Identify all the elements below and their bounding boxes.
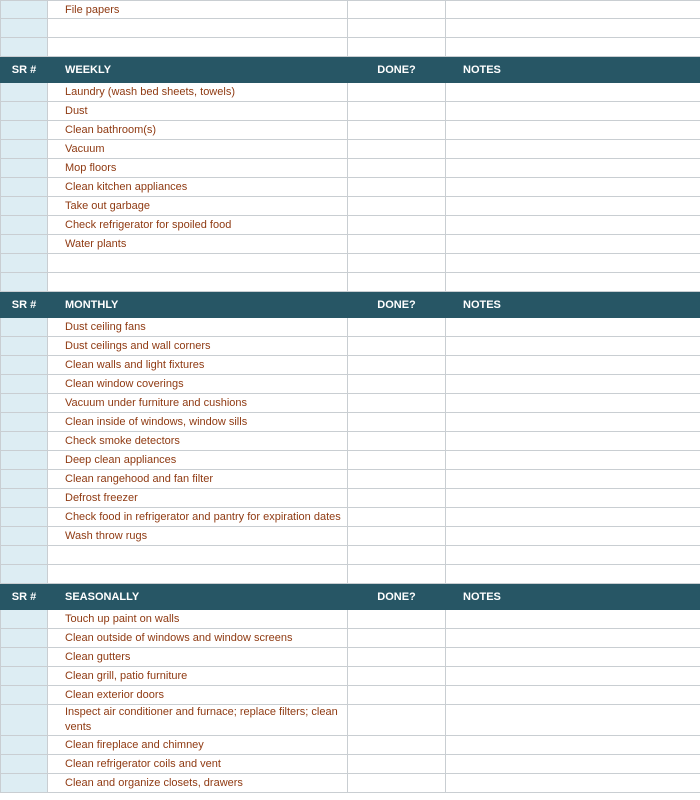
done-cell[interactable] — [348, 508, 446, 527]
task-cell: Dust ceilings and wall corners — [48, 337, 348, 356]
table-row — [1, 318, 700, 337]
done-cell[interactable] — [348, 413, 446, 432]
notes-cell[interactable] — [446, 235, 700, 254]
notes-cell[interactable] — [446, 1, 700, 19]
sr-cell[interactable] — [1, 705, 48, 736]
done-cell[interactable] — [348, 254, 446, 273]
table-row — [1, 375, 700, 394]
done-cell[interactable] — [348, 197, 446, 216]
done-cell[interactable] — [348, 546, 446, 565]
task-cell: Take out garbage — [48, 197, 348, 216]
done-cell[interactable] — [348, 216, 446, 235]
sr-cell[interactable] — [1, 394, 48, 413]
task-cell: Laundry (wash bed sheets, towels) — [48, 83, 348, 102]
table-row — [1, 38, 700, 57]
notes-header: NOTES — [446, 292, 700, 318]
done-cell[interactable] — [348, 337, 446, 356]
notes-cell[interactable] — [446, 774, 700, 793]
table-row — [1, 337, 700, 356]
sr-cell[interactable] — [1, 273, 48, 292]
sr-cell[interactable] — [1, 546, 48, 565]
table-row — [1, 508, 700, 527]
task-cell: Water plants — [48, 235, 348, 254]
notes-cell[interactable] — [446, 432, 700, 451]
section-header-seasonally — [1, 584, 700, 610]
done-cell[interactable] — [348, 178, 446, 197]
sr-cell[interactable] — [1, 565, 48, 584]
notes-cell[interactable] — [446, 527, 700, 546]
notes-cell[interactable] — [446, 140, 700, 159]
table-row — [1, 527, 700, 546]
sr-cell[interactable] — [1, 648, 48, 667]
notes-cell[interactable] — [446, 19, 700, 38]
sr-cell[interactable] — [1, 667, 48, 686]
sr-cell[interactable] — [1, 755, 48, 774]
task-cell[interactable] — [48, 565, 348, 584]
task-cell: Check food in refrigerator and pantry for expiration dates — [48, 508, 348, 527]
section-title: SEASONALLY — [48, 584, 348, 610]
task-cell: Clean kitchen appliances — [48, 178, 348, 197]
table-row — [1, 451, 700, 470]
notes-cell[interactable] — [446, 318, 700, 337]
sr-cell[interactable] — [1, 337, 48, 356]
task-cell: Vacuum — [48, 140, 348, 159]
done-cell[interactable] — [348, 489, 446, 508]
done-cell[interactable] — [348, 121, 446, 140]
sr-cell[interactable] — [1, 508, 48, 527]
table-row — [1, 413, 700, 432]
sr-cell[interactable] — [1, 413, 48, 432]
sr-cell[interactable] — [1, 254, 48, 273]
sr-cell[interactable] — [1, 356, 48, 375]
done-cell[interactable] — [348, 19, 446, 38]
table-row — [1, 1, 700, 19]
sr-cell[interactable] — [1, 489, 48, 508]
notes-cell[interactable] — [446, 451, 700, 470]
sr-cell[interactable] — [1, 774, 48, 793]
notes-cell[interactable] — [446, 337, 700, 356]
task-cell: Touch up paint on walls — [48, 610, 348, 629]
task-cell: Inspect air conditioner and furnace; replace filters; clean vents — [48, 705, 348, 736]
notes-cell[interactable] — [446, 489, 700, 508]
sr-cell[interactable] — [1, 38, 48, 57]
sr-cell[interactable] — [1, 235, 48, 254]
done-header: DONE? — [348, 292, 446, 318]
table-row — [1, 629, 700, 648]
done-cell[interactable] — [348, 1, 446, 19]
sr-cell[interactable] — [1, 470, 48, 489]
done-cell[interactable] — [348, 394, 446, 413]
sr-cell[interactable] — [1, 629, 48, 648]
table-row — [1, 705, 700, 736]
done-cell[interactable] — [348, 38, 446, 57]
task-cell: Clean and organize closets, drawers — [48, 774, 348, 793]
task-cell: Vacuum under furniture and cushions — [48, 394, 348, 413]
table-row — [1, 394, 700, 413]
notes-cell[interactable] — [446, 102, 700, 121]
done-cell[interactable] — [348, 565, 446, 584]
task-cell: Clean walls and light fixtures — [48, 356, 348, 375]
table-row — [1, 686, 700, 705]
table-row — [1, 273, 700, 292]
table-row — [1, 755, 700, 774]
task-cell[interactable] — [48, 19, 348, 38]
sr-cell[interactable] — [1, 318, 48, 337]
task-cell[interactable] — [48, 546, 348, 565]
task-cell: Clean inside of windows, window sills — [48, 413, 348, 432]
done-cell[interactable] — [348, 774, 446, 793]
done-cell[interactable] — [348, 736, 446, 755]
table-row — [1, 774, 700, 793]
done-cell[interactable] — [348, 432, 446, 451]
notes-cell[interactable] — [446, 356, 700, 375]
task-cell: Clean gutters — [48, 648, 348, 667]
task-cell: Defrost freezer — [48, 489, 348, 508]
done-cell[interactable] — [348, 686, 446, 705]
table-row — [1, 159, 700, 178]
done-cell[interactable] — [348, 610, 446, 629]
task-cell: Clean rangehood and fan filter — [48, 470, 348, 489]
notes-cell[interactable] — [446, 470, 700, 489]
sr-cell[interactable] — [1, 375, 48, 394]
sr-cell[interactable] — [1, 19, 48, 38]
done-cell[interactable] — [348, 235, 446, 254]
notes-cell[interactable] — [446, 648, 700, 667]
done-cell[interactable] — [348, 451, 446, 470]
task-cell: Clean refrigerator coils and vent — [48, 755, 348, 774]
task-cell[interactable] — [48, 254, 348, 273]
table-row — [1, 648, 700, 667]
notes-cell[interactable] — [446, 197, 700, 216]
task-cell: Deep clean appliances — [48, 451, 348, 470]
notes-cell[interactable] — [446, 83, 700, 102]
notes-cell[interactable] — [446, 705, 700, 736]
notes-cell[interactable] — [446, 629, 700, 648]
table-row — [1, 254, 700, 273]
table-row — [1, 610, 700, 629]
table-row — [1, 667, 700, 686]
table-row — [1, 197, 700, 216]
done-cell[interactable] — [348, 470, 446, 489]
sr-header: SR # — [1, 584, 48, 610]
notes-cell[interactable] — [446, 546, 700, 565]
table-row — [1, 432, 700, 451]
notes-cell[interactable] — [446, 508, 700, 527]
sr-cell[interactable] — [1, 1, 48, 19]
notes-cell[interactable] — [446, 216, 700, 235]
task-cell: File papers — [48, 1, 348, 19]
task-cell: Clean grill, patio furniture — [48, 667, 348, 686]
task-cell: Dust ceiling fans — [48, 318, 348, 337]
notes-cell[interactable] — [446, 178, 700, 197]
table-row — [1, 83, 700, 102]
task-cell: Clean fireplace and chimney — [48, 736, 348, 755]
done-cell[interactable] — [348, 648, 446, 667]
notes-cell[interactable] — [446, 565, 700, 584]
section-header-weekly — [1, 57, 700, 83]
notes-header: NOTES — [446, 584, 700, 610]
done-cell[interactable] — [348, 629, 446, 648]
table-row — [1, 121, 700, 140]
table-row — [1, 102, 700, 121]
section-header-monthly — [1, 292, 700, 318]
notes-cell[interactable] — [446, 159, 700, 178]
notes-header: NOTES — [446, 57, 700, 83]
done-cell[interactable] — [348, 356, 446, 375]
notes-cell[interactable] — [446, 273, 700, 292]
task-cell: Clean exterior doors — [48, 686, 348, 705]
table-row — [1, 736, 700, 755]
table-row — [1, 178, 700, 197]
sr-cell[interactable] — [1, 178, 48, 197]
notes-cell[interactable] — [446, 413, 700, 432]
task-cell: Clean bathroom(s) — [48, 121, 348, 140]
notes-cell[interactable] — [446, 254, 700, 273]
task-cell: Wash throw rugs — [48, 527, 348, 546]
done-cell[interactable] — [348, 755, 446, 774]
notes-cell[interactable] — [446, 375, 700, 394]
done-cell[interactable] — [348, 527, 446, 546]
section-title: WEEKLY — [48, 57, 348, 83]
task-cell: Clean window coverings — [48, 375, 348, 394]
done-cell[interactable] — [348, 102, 446, 121]
done-cell[interactable] — [348, 83, 446, 102]
section-title: MONTHLY — [48, 292, 348, 318]
sr-cell[interactable] — [1, 451, 48, 470]
done-header: DONE? — [348, 57, 446, 83]
done-cell[interactable] — [348, 273, 446, 292]
sr-cell[interactable] — [1, 102, 48, 121]
sr-cell[interactable] — [1, 159, 48, 178]
sr-cell[interactable] — [1, 197, 48, 216]
notes-cell[interactable] — [446, 394, 700, 413]
table-row — [1, 235, 700, 254]
notes-cell[interactable] — [446, 38, 700, 57]
done-cell[interactable] — [348, 159, 446, 178]
sr-cell[interactable] — [1, 736, 48, 755]
table-row — [1, 19, 700, 38]
task-cell: Clean outside of windows and window screens — [48, 629, 348, 648]
table-row — [1, 470, 700, 489]
sr-cell[interactable] — [1, 432, 48, 451]
notes-cell[interactable] — [446, 121, 700, 140]
task-cell[interactable] — [48, 38, 348, 57]
done-cell[interactable] — [348, 318, 446, 337]
sr-cell[interactable] — [1, 216, 48, 235]
task-cell: Check smoke detectors — [48, 432, 348, 451]
sr-header: SR # — [1, 57, 48, 83]
table-row — [1, 356, 700, 375]
done-cell[interactable] — [348, 705, 446, 736]
sr-cell[interactable] — [1, 83, 48, 102]
task-cell: Check refrigerator for spoiled food — [48, 216, 348, 235]
notes-cell[interactable] — [446, 610, 700, 629]
done-cell[interactable] — [348, 140, 446, 159]
task-cell: Dust — [48, 102, 348, 121]
task-cell[interactable] — [48, 273, 348, 292]
table-row — [1, 216, 700, 235]
task-cell: Mop floors — [48, 159, 348, 178]
sr-cell[interactable] — [1, 686, 48, 705]
table-row — [1, 489, 700, 508]
sr-header: SR # — [1, 292, 48, 318]
notes-cell[interactable] — [446, 667, 700, 686]
table-row — [1, 565, 700, 584]
notes-cell[interactable] — [446, 736, 700, 755]
table-row — [1, 546, 700, 565]
sr-cell[interactable] — [1, 140, 48, 159]
sr-cell[interactable] — [1, 121, 48, 140]
table-row — [1, 140, 700, 159]
sr-cell[interactable] — [1, 610, 48, 629]
sr-cell[interactable] — [1, 527, 48, 546]
notes-cell[interactable] — [446, 686, 700, 705]
done-cell[interactable] — [348, 667, 446, 686]
notes-cell[interactable] — [446, 755, 700, 774]
done-cell[interactable] — [348, 375, 446, 394]
done-header: DONE? — [348, 584, 446, 610]
